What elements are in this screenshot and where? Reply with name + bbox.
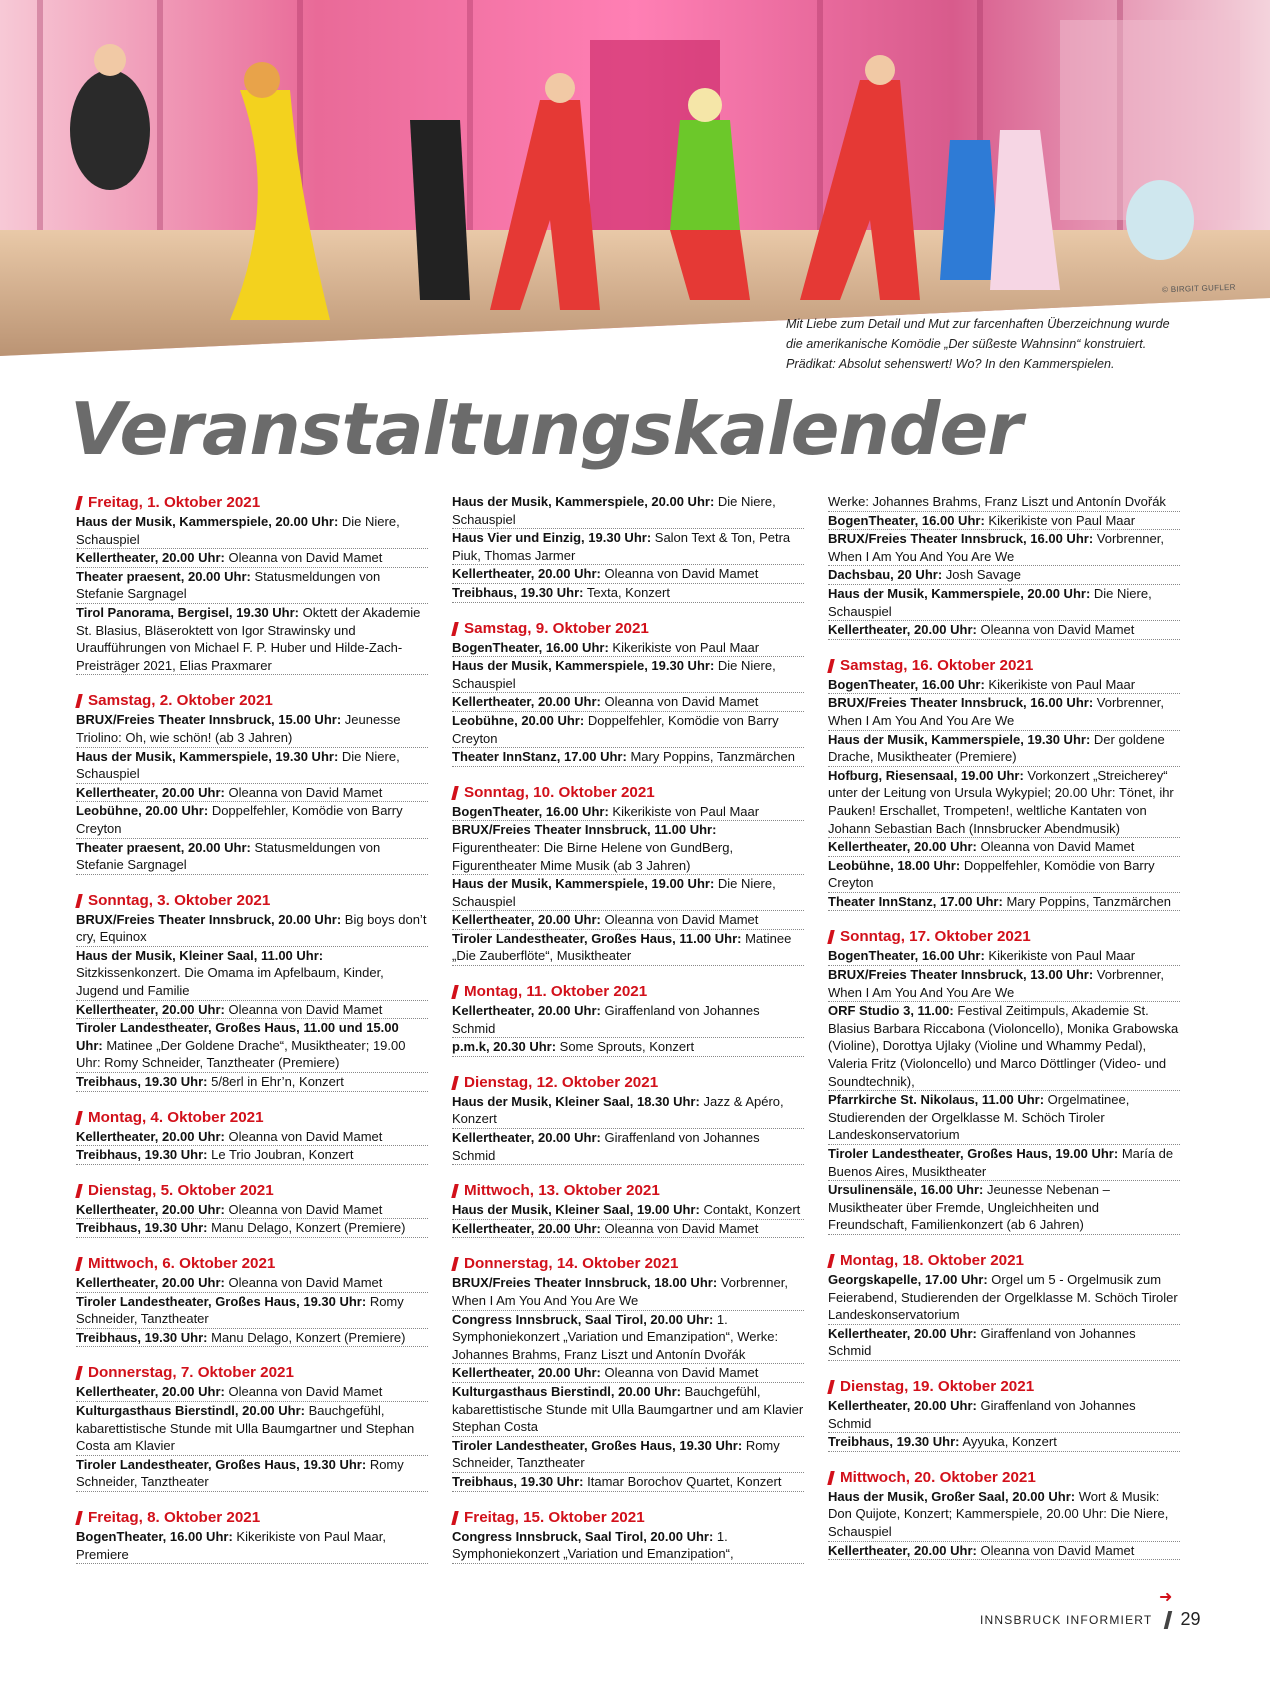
event-description: Die Niere, Schauspiel bbox=[452, 876, 776, 909]
event-entry bbox=[76, 748, 428, 784]
event-description: Sitzkissenkonzert. Die Omama im Apfelbaum, Kinder, Jugend und Familie bbox=[76, 965, 384, 999]
page-number: 29 bbox=[1180, 1609, 1201, 1629]
event-venue-time: Congress Innsbruck, Saal Tirol, 20.00 Uhr: bbox=[452, 1528, 714, 1544]
event-description: Vorbrenner, When I Am You And You Are We bbox=[452, 1275, 788, 1308]
event-venue-time: BRUX/Freies Theater Innsbruck, 16.00 Uhr: bbox=[828, 531, 1094, 547]
day-heading: Mittwoch, 6. Oktober 2021 bbox=[76, 1254, 428, 1274]
calendar-day bbox=[452, 783, 804, 966]
calendar-day bbox=[828, 1468, 1180, 1560]
event-entry bbox=[828, 621, 1180, 640]
event-entry bbox=[76, 1456, 428, 1492]
calendar-day bbox=[828, 656, 1180, 912]
event-venue-time: Kellertheater, 20.00 Uhr: bbox=[76, 1201, 225, 1217]
event-venue-time: BRUX/Freies Theater Innsbruck, 15.00 Uhr: bbox=[76, 712, 342, 728]
event-description: Kikerikiste von Paul Maar bbox=[984, 676, 1136, 692]
day-heading: Dienstag, 12. Oktober 2021 bbox=[452, 1073, 804, 1093]
event-venue-time: Kellertheater, 20.00 Uhr: bbox=[828, 1325, 977, 1341]
event-entry bbox=[452, 930, 804, 966]
event-description: Doppelfehler, Komödie von Barry Creyton bbox=[452, 712, 779, 746]
event-entry bbox=[452, 1473, 804, 1492]
calendar-day bbox=[76, 1181, 428, 1238]
event-entry bbox=[76, 1293, 428, 1329]
event-venue-time: Tiroler Landestheater, Großes Haus, 19.30 Uhr: bbox=[76, 1293, 367, 1309]
event-entry bbox=[828, 530, 1180, 566]
calendar-day bbox=[452, 1254, 804, 1491]
event-venue-time: BogenTheater, 16.00 Uhr: bbox=[828, 676, 985, 692]
event-description: 1. Symphoniekonzert „Variation und Emanzipation“, Werke: Johannes Brahms, Franz Liszt und Antonín Dvořák bbox=[452, 1311, 779, 1362]
event-entry bbox=[76, 1019, 428, 1073]
event-venue-time: Theater praesent, 20.00 Uhr: bbox=[76, 839, 251, 855]
event-description: Big boys don’t cry, Equinox bbox=[76, 911, 427, 945]
event-description: Vorbrenner, When I Am You And You Are We bbox=[828, 531, 1164, 564]
calendar-day bbox=[452, 982, 804, 1057]
event-description: Vorkonzert „Streicherey“ unter der Leitung von Ursula Wykypiel; 20.00 Uhr: Tönet, ihr Pauken! Erschallet, Trompeten!, weltliche Kantaten von Johann Sebastian Bach (Innsbrucker Abendmusik) bbox=[828, 767, 1174, 836]
calendar-day bbox=[76, 891, 428, 1092]
event-venue-time: Kellertheater, 20.00 Uhr: bbox=[76, 1384, 225, 1400]
event-venue-time: Tiroler Landestheater, Großes Haus, 11.00 und 15.00 Uhr: bbox=[76, 1020, 399, 1053]
event-description: Jazz & Apéro, Konzert bbox=[452, 1093, 784, 1127]
event-entry bbox=[828, 767, 1180, 838]
footer-divider bbox=[1164, 1611, 1172, 1629]
calendar-day bbox=[452, 1181, 804, 1238]
event-venue-time: Haus der Musik, Kleiner Saal, 11.00 Uhr: bbox=[76, 947, 324, 963]
event-venue-time: Theater praesent, 20.00 Uhr: bbox=[76, 568, 251, 584]
calendar-day bbox=[76, 1363, 428, 1492]
event-description: Bauchgefühl, kabarettistische Stunde mit Ulla Baumgartner und Stephan Costa am Klavier bbox=[76, 1402, 415, 1454]
event-entry bbox=[76, 549, 428, 568]
event-entry bbox=[452, 657, 804, 693]
event-description: Die Niere, Schauspiel bbox=[452, 658, 776, 691]
event-entry bbox=[452, 639, 804, 658]
event-entry bbox=[452, 1002, 804, 1038]
event-entry bbox=[76, 1073, 428, 1092]
event-entry bbox=[76, 1402, 428, 1456]
event-description: Oleanna von David Mamet bbox=[224, 1001, 383, 1017]
event-entry bbox=[828, 857, 1180, 893]
day-heading: Montag, 4. Oktober 2021 bbox=[76, 1108, 428, 1128]
event-description: Giraffenland von Johannes Schmid bbox=[452, 1003, 760, 1036]
event-description: Giraffenland von Johannes Schmid bbox=[452, 1130, 760, 1163]
calendar-column-3 bbox=[828, 493, 1180, 1576]
event-entry bbox=[76, 513, 428, 549]
event-venue-time: Haus der Musik, Kammerspiele, 20.00 Uhr: bbox=[828, 585, 1091, 601]
event-entry bbox=[452, 584, 804, 603]
event-entry bbox=[828, 731, 1180, 767]
event-venue-time: Haus der Musik, Kleiner Saal, 18.30 Uhr: bbox=[452, 1093, 700, 1109]
day-heading: Dienstag, 19. Oktober 2021 bbox=[828, 1377, 1180, 1397]
event-description: Oleanna von David Mamet bbox=[224, 1128, 383, 1144]
event-entry bbox=[828, 966, 1180, 1002]
day-heading: Mittwoch, 13. Oktober 2021 bbox=[452, 1181, 804, 1201]
event-entry bbox=[76, 802, 428, 838]
calendar-day bbox=[76, 493, 428, 675]
event-entry bbox=[452, 911, 804, 930]
event-entry bbox=[828, 1542, 1180, 1561]
event-description: Kikerikiste von Paul Maar bbox=[608, 639, 760, 655]
event-description: Figurentheater: Die Birne Helene von GundBerg, Figurentheater Mime Musik (ab 3 Jahren) bbox=[452, 839, 734, 873]
event-description: Contakt, Konzert bbox=[699, 1202, 801, 1218]
event-description: Statusmeldungen von Stefanie Sargnagel bbox=[76, 568, 381, 602]
event-entry bbox=[76, 1329, 428, 1348]
event-description: Kikerikiste von Paul Maar bbox=[984, 512, 1136, 528]
event-description: Giraffenland von Johannes Schmid bbox=[828, 1325, 1136, 1359]
event-description: Mary Poppins, Tanzmärchen bbox=[626, 749, 795, 765]
event-entry bbox=[452, 1038, 804, 1057]
event-description: Itamar Borochov Quartet, Konzert bbox=[583, 1473, 782, 1489]
event-entry bbox=[76, 711, 428, 747]
event-description: Le Trio Joubran, Konzert bbox=[207, 1147, 354, 1163]
event-venue-time: Haus der Musik, Kammerspiele, 19.00 Uhr: bbox=[452, 876, 715, 892]
event-entry bbox=[452, 693, 804, 712]
event-description: Der goldene Drache, Musiktheater (Premiere) bbox=[828, 731, 1165, 765]
event-description: Orgel um 5 - Orgelmusik zum Feierabend, Studierenden der Orgelklasse M. Schöch Tiroler Landeskonservatorium bbox=[828, 1271, 1178, 1323]
event-venue-time: Ursulinensäle, 16.00 Uhr: bbox=[828, 1182, 984, 1198]
event-entry bbox=[828, 1271, 1180, 1325]
event-entry bbox=[452, 748, 804, 767]
event-description: Wort & Musik: Don Quijote, Konzert; Kammerspiele, 20.00 Uhr: Die Niere, Schauspiel bbox=[828, 1488, 1169, 1539]
day-heading: Montag, 18. Oktober 2021 bbox=[828, 1251, 1180, 1271]
calendar-day bbox=[76, 1108, 428, 1165]
day-heading: Samstag, 2. Oktober 2021 bbox=[76, 691, 428, 711]
event-entry bbox=[452, 1201, 804, 1220]
event-description: Die Niere, Schauspiel bbox=[76, 514, 400, 547]
event-venue-time: Haus der Musik, Kleiner Saal, 19.00 Uhr: bbox=[452, 1202, 700, 1218]
event-venue-time: Tiroler Landestheater, Großes Haus, 11.00 Uhr: bbox=[452, 930, 742, 946]
event-venue-time: Kellertheater, 20.00 Uhr: bbox=[452, 1130, 601, 1146]
event-description: Oleanna von David Mamet bbox=[224, 550, 383, 566]
event-description: Oleanna von David Mamet bbox=[224, 784, 383, 800]
event-description: Texta, Konzert bbox=[583, 584, 670, 600]
event-venue-time: Kellertheater, 20.00 Uhr: bbox=[76, 1001, 225, 1017]
event-entry bbox=[76, 1146, 428, 1165]
event-entry bbox=[828, 838, 1180, 857]
event-venue-time: Georgskapelle, 17.00 Uhr: bbox=[828, 1271, 988, 1287]
event-venue-time: Leobühne, 20.00 Uhr: bbox=[452, 712, 585, 728]
event-entry bbox=[76, 1274, 428, 1293]
day-heading: Sonntag, 10. Oktober 2021 bbox=[452, 783, 804, 803]
calendar-day bbox=[828, 1251, 1180, 1361]
event-venue-time: Kellertheater, 20.00 Uhr: bbox=[76, 550, 225, 566]
event-entry bbox=[76, 1383, 428, 1402]
event-description: Doppelfehler, Komödie von Barry Creyton bbox=[76, 803, 403, 836]
calendar-day bbox=[828, 1377, 1180, 1452]
event-venue-time: Tirol Panorama, Bergisel, 19.30 Uhr: bbox=[76, 604, 300, 620]
event-description: Oleanna von David Mamet bbox=[600, 566, 759, 582]
event-entry bbox=[452, 803, 804, 822]
event-description: Ayyuka, Konzert bbox=[959, 1434, 1057, 1450]
event-description: Kikerikiste von Paul Maar, Premiere bbox=[76, 1528, 386, 1562]
event-venue-time: Hofburg, Riesensaal, 19.00 Uhr: bbox=[828, 767, 1024, 783]
event-description: Romy Schneider, Tanztheater bbox=[76, 1293, 404, 1327]
event-venue-time: Treibhaus, 19.30 Uhr: bbox=[452, 584, 584, 600]
event-entry bbox=[452, 712, 804, 748]
event-description: Oleanna von David Mamet bbox=[224, 1275, 383, 1290]
event-entry bbox=[76, 911, 428, 947]
event-description: Die Niere, Schauspiel bbox=[76, 748, 400, 782]
event-venue-time: Theater InnStanz, 17.00 Uhr: bbox=[828, 893, 1003, 909]
event-entry bbox=[452, 565, 804, 584]
event-venue-time: BogenTheater, 16.00 Uhr: bbox=[452, 803, 609, 819]
event-entry bbox=[452, 529, 804, 565]
event-description: Oktett der Akademie St. Blasius, Bläseroktett von Igor Strawinsky und Uraufführungen von Michael F. P. Huber und Hilde-Zach-Preisträger 2021, Elias Praxmarer bbox=[76, 604, 421, 673]
event-description: Romy Schneider, Tanztheater bbox=[76, 1456, 404, 1490]
event-entry bbox=[452, 1129, 804, 1165]
event-description: 1. Symphoniekonzert „Variation und Emanzipation“, bbox=[452, 1528, 734, 1562]
event-description: Werke: Johannes Brahms, Franz Liszt und Antonín Dvořák bbox=[828, 494, 1166, 509]
event-entry bbox=[828, 566, 1180, 585]
event-venue-time: Congress Innsbruck, Saal Tirol, 20.00 Uhr: bbox=[452, 1311, 714, 1327]
event-entry bbox=[828, 676, 1180, 695]
event-entry bbox=[828, 694, 1180, 730]
event-venue-time: Treibhaus, 19.30 Uhr: bbox=[76, 1147, 208, 1163]
event-entry bbox=[452, 493, 804, 529]
day-heading: Donnerstag, 14. Oktober 2021 bbox=[452, 1254, 804, 1274]
event-entry bbox=[76, 947, 428, 1001]
page-footer bbox=[980, 1609, 1200, 1630]
calendar-day bbox=[828, 927, 1180, 1235]
event-description: Some Sprouts, Konzert bbox=[556, 1039, 695, 1055]
event-entry bbox=[828, 1433, 1180, 1452]
event-description: Oleanna von David Mamet bbox=[976, 1542, 1135, 1558]
event-description: Die Niere, Schauspiel bbox=[828, 585, 1152, 619]
day-heading: Mittwoch, 20. Oktober 2021 bbox=[828, 1468, 1180, 1488]
day-heading: Sonntag, 17. Oktober 2021 bbox=[828, 927, 1180, 947]
event-description: Doppelfehler, Komödie von Barry Creyton bbox=[828, 857, 1155, 891]
event-venue-time: Leobühne, 18.00 Uhr: bbox=[828, 857, 961, 873]
event-entry bbox=[76, 1528, 428, 1564]
event-description: Orgelmatinee, Studierenden der Orgelklasse M. Schöch Tiroler Landeskonservatorium bbox=[828, 1092, 1130, 1143]
page-title: Veranstaltungskalender bbox=[70, 387, 1022, 471]
event-entry bbox=[452, 1528, 804, 1564]
event-entry bbox=[452, 1311, 804, 1365]
event-description: Oleanna von David Mamet bbox=[600, 1220, 759, 1236]
event-entry bbox=[76, 1001, 428, 1020]
event-entry bbox=[76, 784, 428, 803]
calendar-day bbox=[452, 493, 804, 603]
event-description: Oleanna von David Mamet bbox=[976, 839, 1135, 855]
event-venue-time: Pfarrkirche St. Nikolaus, 11.00 Uhr: bbox=[828, 1092, 1045, 1108]
event-venue-time: Haus der Musik, Kammerspiele, 19.30 Uhr: bbox=[76, 748, 339, 764]
day-heading: Freitag, 8. Oktober 2021 bbox=[76, 1508, 428, 1528]
day-heading: Samstag, 9. Oktober 2021 bbox=[452, 619, 804, 639]
event-description: María de Buenos Aires, Musiktheater bbox=[828, 1146, 1174, 1179]
event-venue-time: BRUX/Freies Theater Innsbruck, 11.00 Uhr: bbox=[452, 822, 717, 838]
event-venue-time: Kellertheater, 20.00 Uhr: bbox=[828, 1542, 977, 1558]
event-entry bbox=[76, 839, 428, 875]
event-venue-time: Kellertheater, 20.00 Uhr: bbox=[76, 1128, 225, 1144]
event-entry bbox=[828, 893, 1180, 912]
event-venue-time: Kellertheater, 20.00 Uhr: bbox=[76, 784, 225, 800]
event-entry bbox=[828, 1488, 1180, 1542]
calendar-column-1 bbox=[76, 493, 428, 1580]
event-venue-time: Dachsbau, 20 Uhr: bbox=[828, 567, 943, 583]
event-venue-time: BRUX/Freies Theater Innsbruck, 20.00 Uhr: bbox=[76, 911, 342, 927]
event-venue-time: Kellertheater, 20.00 Uhr: bbox=[452, 1003, 601, 1019]
calendar-day bbox=[76, 1254, 428, 1347]
event-entry bbox=[828, 585, 1180, 621]
event-description: Manu Delago, Konzert (Premiere) bbox=[207, 1220, 406, 1236]
event-description: Die Niere, Schauspiel bbox=[452, 494, 776, 527]
event-description: Matinee „Die Zauberflöte“, Musiktheater bbox=[452, 930, 792, 964]
calendar-day bbox=[828, 493, 1180, 640]
calendar-day bbox=[76, 1508, 428, 1564]
day-heading: Freitag, 1. Oktober 2021 bbox=[76, 493, 428, 513]
event-description: Kikerikiste von Paul Maar bbox=[608, 803, 760, 819]
photo-caption: Mit Liebe zum Detail und Mut zur farcenhaften Überzeichnung wurde die amerikanische Komödie „Der süßeste Wahnsinn“ konstruiert. Prädikat: Absolut sehenswert! Wo? In den Kammerspielen. bbox=[786, 317, 1170, 371]
event-venue-time: BRUX/Freies Theater Innsbruck, 16.00 Uhr: bbox=[828, 695, 1094, 711]
event-entry bbox=[828, 512, 1180, 531]
event-entry bbox=[76, 1128, 428, 1147]
event-description: Salon Text & Ton, Petra Piuk, Thomas Jarmer bbox=[452, 530, 791, 563]
event-venue-time: Tiroler Landestheater, Großes Haus, 19.00 Uhr: bbox=[828, 1146, 1119, 1161]
calendar-day bbox=[452, 1508, 804, 1564]
event-entry bbox=[76, 568, 428, 604]
event-description: Statusmeldungen von Stefanie Sargnagel bbox=[76, 839, 381, 873]
event-description: Matinee „Der Goldene Drache“, Musiktheater; 19.00 Uhr: Romy Schneider, Tanztheater (Premiere) bbox=[76, 1037, 406, 1071]
continue-arrow-icon: ➜ bbox=[1159, 1589, 1173, 1606]
event-venue-time: Treibhaus, 19.30 Uhr: bbox=[76, 1074, 208, 1090]
day-heading: Samstag, 16. Oktober 2021 bbox=[828, 656, 1180, 676]
event-venue-time: Tiroler Landestheater, Großes Haus, 19.30 Uhr: bbox=[76, 1456, 367, 1472]
event-venue-time: ORF Studio 3, 11.00: bbox=[828, 1003, 954, 1019]
event-entry bbox=[828, 1325, 1180, 1361]
event-venue-time: Treibhaus, 19.30 Uhr: bbox=[76, 1220, 208, 1236]
event-venue-time: BogenTheater, 16.00 Uhr: bbox=[828, 948, 985, 964]
event-venue-time: Kellertheater, 20.00 Uhr: bbox=[452, 694, 601, 710]
event-description: Oleanna von David Mamet bbox=[600, 1365, 759, 1381]
theater-photo bbox=[0, 0, 1270, 360]
event-venue-time: p.m.k, 20.30 Uhr: bbox=[452, 1039, 557, 1055]
calendar-day bbox=[452, 619, 804, 767]
event-entry bbox=[452, 821, 804, 875]
day-heading: Donnerstag, 7. Oktober 2021 bbox=[76, 1363, 428, 1383]
event-entry bbox=[452, 1364, 804, 1383]
event-description: Festival Zeitimpuls, Akademie St. Blasius Barbara Riccabona (Violoncello), Monika Grabowska (Violine), Dorottya Ujlaky (Violine und Whammy Pedal), Valeria Fritz (Violoncello) und Marco Döttlinger (Video- und Soundtechnik), bbox=[828, 1003, 1179, 1089]
event-venue-time: Haus der Musik, Kammerspiele, 20.00 Uhr: bbox=[76, 514, 339, 529]
event-description: Vorbrenner, When I Am You And You Are We bbox=[828, 695, 1164, 728]
event-description: Bauchgefühl, kabarettistische Stunde mit Ulla Baumgartner und am Klavier Stephan Costa bbox=[452, 1383, 804, 1435]
event-venue-time: Kellertheater, 20.00 Uhr: bbox=[828, 622, 977, 638]
publication-name: INNSBRUCK INFORMIERT bbox=[980, 1612, 1153, 1627]
event-entry bbox=[452, 1093, 804, 1129]
event-description: Josh Savage bbox=[942, 567, 1021, 583]
event-venue-time: BRUX/Freies Theater Innsbruck, 18.00 Uhr: bbox=[452, 1275, 718, 1291]
event-description: Oleanna von David Mamet bbox=[224, 1201, 383, 1217]
event-venue-time: Theater InnStanz, 17.00 Uhr: bbox=[452, 749, 627, 765]
event-venue-time: BRUX/Freies Theater Innsbruck, 13.00 Uhr: bbox=[828, 967, 1094, 983]
event-description: Vorbrenner, When I Am You And You Are We bbox=[828, 967, 1164, 1000]
event-entry bbox=[76, 604, 428, 675]
event-venue-time: BogenTheater, 16.00 Uhr: bbox=[76, 1528, 233, 1544]
event-description: Romy Schneider, Tanztheater bbox=[452, 1437, 780, 1471]
calendar-day bbox=[452, 1073, 804, 1165]
event-venue-time: Treibhaus, 19.30 Uhr: bbox=[828, 1434, 960, 1450]
event-venue-time: BogenTheater, 16.00 Uhr: bbox=[828, 512, 985, 528]
event-description: 5/8erl in Ehr’n, Konzert bbox=[207, 1074, 344, 1090]
event-entry bbox=[828, 1091, 1180, 1145]
event-description: Kikerikiste von Paul Maar bbox=[984, 948, 1136, 964]
event-description: Oleanna von David Mamet bbox=[224, 1384, 383, 1400]
event-venue-time: Haus der Musik, Kammerspiele, 19.30 Uhr: bbox=[452, 658, 715, 674]
event-venue-time: Haus Vier und Einzig, 19.30 Uhr: bbox=[452, 530, 652, 546]
event-entry bbox=[828, 947, 1180, 966]
event-venue-time: Kellertheater, 20.00 Uhr: bbox=[452, 912, 601, 928]
event-venue-time: Kellertheater, 20.00 Uhr: bbox=[76, 1275, 225, 1290]
event-venue-time: Haus der Musik, Kammerspiele, 20.00 Uhr: bbox=[452, 494, 715, 509]
day-heading: Sonntag, 3. Oktober 2021 bbox=[76, 891, 428, 911]
event-entry bbox=[828, 1002, 1180, 1091]
event-venue-time: Haus der Musik, Kammerspiele, 19.30 Uhr: bbox=[828, 731, 1091, 747]
event-entry bbox=[76, 1201, 428, 1220]
day-heading: Freitag, 15. Oktober 2021 bbox=[452, 1508, 804, 1528]
event-description: Oleanna von David Mamet bbox=[600, 694, 759, 710]
event-venue-time: Kellertheater, 20.00 Uhr: bbox=[828, 839, 977, 855]
photo-credit: © BIRGIT GUFLER bbox=[1161, 282, 1236, 295]
event-venue-time: Leobühne, 20.00 Uhr: bbox=[76, 803, 209, 819]
event-entry bbox=[76, 1219, 428, 1238]
event-description: Oleanna von David Mamet bbox=[600, 912, 759, 928]
event-venue-time: Kulturgasthaus Bierstindl, 20.00 Uhr: bbox=[452, 1383, 681, 1399]
event-entry bbox=[452, 1220, 804, 1239]
event-venue-time: Treibhaus, 19.30 Uhr: bbox=[452, 1473, 584, 1489]
event-entry bbox=[828, 1145, 1180, 1181]
event-entry bbox=[452, 1274, 804, 1310]
event-entry bbox=[452, 1437, 804, 1473]
event-venue-time: Kellertheater, 20.00 Uhr: bbox=[828, 1397, 977, 1413]
event-entry bbox=[452, 1383, 804, 1437]
event-venue-time: Haus der Musik, Großer Saal, 20.00 Uhr: bbox=[828, 1488, 1076, 1504]
event-venue-time: Kellertheater, 20.00 Uhr: bbox=[452, 1365, 601, 1381]
event-description: Jeunesse Nebenan – Musiktheater über Fremde, Ungleichheiten und Freundschaft, Familienkonzert (ab 6 Jahren) bbox=[828, 1182, 1110, 1233]
event-entry bbox=[452, 875, 804, 911]
event-entry bbox=[828, 1181, 1180, 1235]
event-entry bbox=[828, 493, 1180, 512]
event-venue-time: Kulturgasthaus Bierstindl, 20.00 Uhr: bbox=[76, 1402, 305, 1418]
day-heading: Dienstag, 5. Oktober 2021 bbox=[76, 1181, 428, 1201]
calendar-day bbox=[76, 691, 428, 874]
event-venue-time: Tiroler Landestheater, Großes Haus, 19.30 Uhr: bbox=[452, 1437, 743, 1453]
event-description: Oleanna von David Mamet bbox=[976, 622, 1135, 638]
event-venue-time: Kellertheater, 20.00 Uhr: bbox=[452, 566, 601, 582]
event-description: Manu Delago, Konzert (Premiere) bbox=[207, 1329, 406, 1345]
event-venue-time: Kellertheater, 20.00 Uhr: bbox=[452, 1220, 601, 1236]
event-description: Jeunesse Triolino: Oh, wie schön! (ab 3 Jahren) bbox=[76, 712, 401, 745]
calendar-column-2 bbox=[452, 493, 804, 1580]
day-heading: Montag, 11. Oktober 2021 bbox=[452, 982, 804, 1002]
event-entry bbox=[828, 1397, 1180, 1433]
event-description: Giraffenland von Johannes Schmid bbox=[828, 1397, 1136, 1431]
event-description: Mary Poppins, Tanzmärchen bbox=[1002, 893, 1171, 909]
event-venue-time: BogenTheater, 16.00 Uhr: bbox=[452, 639, 609, 655]
event-venue-time: Treibhaus, 19.30 Uhr: bbox=[76, 1329, 208, 1345]
